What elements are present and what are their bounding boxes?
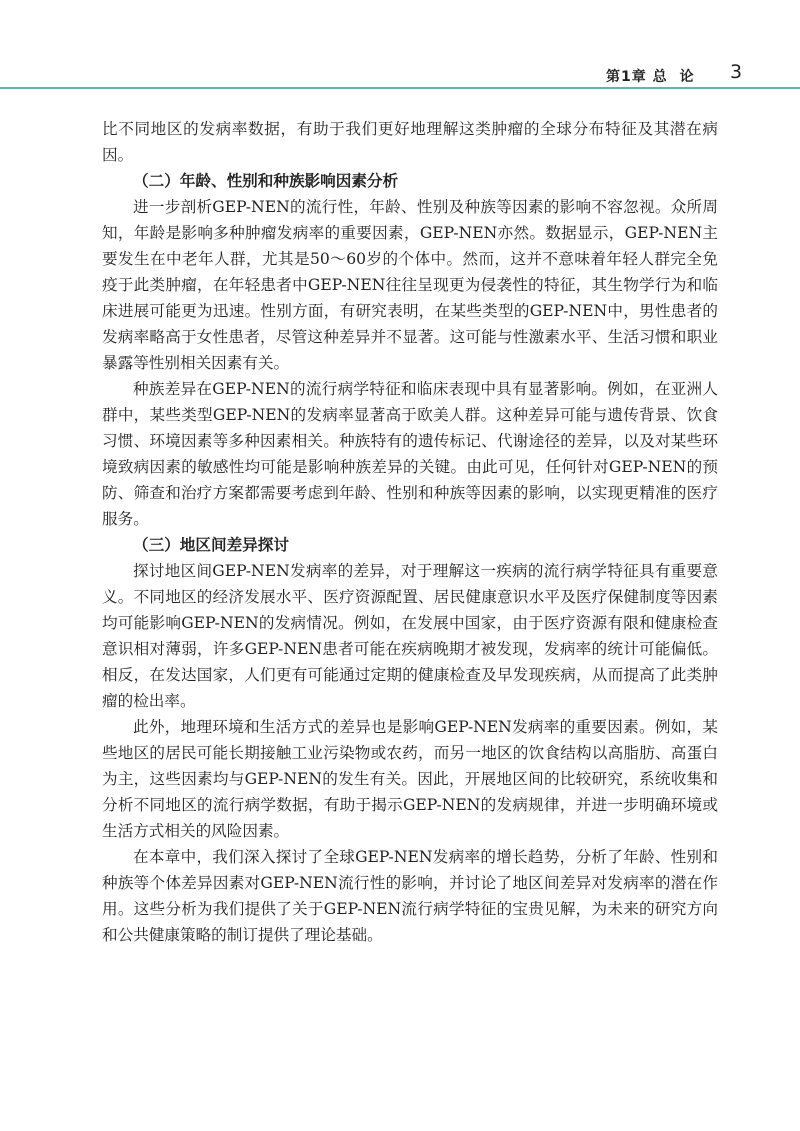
- header-rule: [0, 87, 800, 89]
- paragraph-regional-incidence: 探讨地区间GEP-NEN发病率的差异，对于理解这一疾病的流行病学特征具有重要意义。不同地区的经济发展水平、医疗资源配置、居民健康意识水平及医疗保健制度等因素均可能影响GEP-NEN的发病情况。例如，在发展中国家，由于医疗资源有限和健康检查意识相对薄弱，许多GEP-NEN患者可能在疾病晚期才被发现，发病率的统计可能偏低。相反，在发达国家，人们更有可能通过定期的健康检查及早发现疾病，从而提高了此类肿瘤的检出率。: [102, 562, 718, 710]
- section-heading-regional: （三）地区间差异探讨: [133, 535, 289, 554]
- section-heading-age-sex-race: （二）年龄、性别和种族影响因素分析: [133, 171, 399, 190]
- page-number: 3: [730, 61, 743, 83]
- chapter-title: [606, 66, 695, 86]
- paragraph-chapter-summary: 在本章中，我们深入探讨了全球GEP-NEN发病率的增长趋势，分析了年龄、性别和种族等个体差异因素对GEP-NEN流行性的影响，并讨论了地区间差异对发病率的潜在作用。这些分析为我们提供了关于GEP-NEN流行病学特征的宝贵见解，为未来的研究方向和公共健康策略的制订提供了理论基础。: [102, 848, 718, 944]
- paragraph-race: 种族差异在GEP-NEN的流行病学特征和临床表现中具有显著影响。例如，在亚洲人群中，某些类型GEP-NEN的发病率显著高于欧美人群。这种差异可能与遗传背景、饮食习惯、环境因素等多种因素相关。种族特有的遗传标记、代谢途径的差异，以及对某些环境致病因素的敏感性均可能是影响种族差异的关键。由此可见，任何针对GEP-NEN的预防、筛查和治疗方案都需要考虑到年龄、性别和种族等因素的影响，以实现更精准的医疗服务。: [102, 380, 718, 528]
- chapter-title-right: 论: [679, 69, 695, 85]
- paragraph-continuation: 比不同地区的发病率数据，有助于我们更好地理解这类肿瘤的全球分布特征及其潜在病因。: [102, 120, 718, 164]
- paragraph-age-sex: 进一步剖析GEP-NEN的流行性，年龄、性别及种族等因素的影响不容忽视。众所周知，年龄是影响多种肿瘤发病率的重要因素，GEP-NEN亦然。数据显示，GEP-NEN主要发生在中老年人群，尤其是50～60岁的个体中。然而，这并不意味着年轻人群完全免疫于此类肿瘤，在年轻患者中GEP-NEN往往呈现更为侵袭性的特征，其生物学行为和临床进展可能更为迅速。性别方面，有研究表明，在某些类型的GEP-NEN中，男性患者的发病率略高于女性患者，尽管这种差异并不显著。这可能与性激素水平、生活习惯和职业暴露等性别相关因素有关。: [102, 198, 718, 372]
- running-header: [0, 58, 800, 88]
- chapter-number: 第1章: [606, 69, 647, 85]
- page-body: [102, 116, 718, 948]
- chapter-title-left: 总: [652, 69, 668, 85]
- paragraph-environment-lifestyle: 此外，地理环境和生活方式的差异也是影响GEP-NEN发病率的重要因素。例如，某些地区的居民可能长期接触工业污染物或农药，而另一地区的饮食结构以高脂肪、高蛋白为主，这些因素均与GEP-NEN的发生有关。因此，开展地区间的比较研究，系统收集和分析不同地区的流行病学数据，有助于揭示GEP-NEN的发病规律，并进一步明确环境或生活方式相关的风险因素。: [102, 718, 718, 840]
